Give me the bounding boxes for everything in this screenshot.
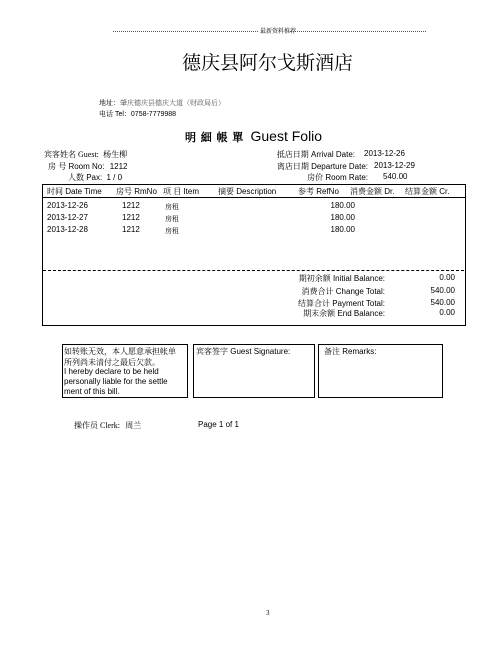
top-dotted-line-right (290, 31, 426, 32)
row-item: 房租 (165, 227, 179, 235)
rate-label: 房价 Room Rate: (307, 173, 368, 182)
totals-divider (43, 270, 464, 271)
change-total: 540.00 (430, 286, 455, 295)
signature-label: 宾客签字 Guest Signature: (196, 347, 291, 356)
arrival-date: 2013-12-26 (364, 149, 405, 158)
declaration-en-3: ment of this bill. (64, 387, 120, 396)
end-balance-label: 期末余额 End Balance: (303, 309, 385, 318)
departure-label: 离店日期 Departure Date: (276, 162, 368, 171)
col-date-header: 时间 Date Time (47, 187, 102, 196)
col-item-header: 项 目 Item (163, 187, 200, 196)
guest-name-row (44, 149, 127, 160)
arrival-label: 抵店日期 Arrival Date: (276, 150, 355, 159)
payment-total-label: 结算合计 Payment Total: (298, 299, 385, 308)
row-dr: 180.00 (330, 213, 355, 222)
pax: 1 / 0 (106, 173, 123, 182)
col-ref-header: 参考 RefNo (298, 187, 339, 196)
change-total-label: 消费合计 Change Total: (301, 287, 385, 296)
initial-balance-label: 期初余额 Initial Balance: (298, 274, 385, 283)
row-room: 1212 (122, 213, 140, 222)
row-dr: 180.00 (330, 225, 355, 234)
guest-name: 杨生柳 (103, 150, 128, 159)
phone-line (99, 109, 176, 119)
room-rate: 540.00 (383, 172, 408, 181)
page-number: 3 (266, 609, 270, 617)
folio-title-cn: 明 細 帳 單 (185, 132, 245, 144)
col-dr-header: 消费金额 Dr. (350, 187, 395, 196)
folio-title-en: Guest Folio (250, 128, 323, 144)
col-desc-header: 摘要 Description (218, 187, 277, 196)
folio-table (42, 184, 466, 326)
initial-balance: 0.00 (439, 273, 455, 282)
phone: 0758-7779988 (130, 111, 177, 118)
clerk-label: 操作员 Clerk: (74, 421, 120, 430)
payment-total: 540.00 (430, 298, 455, 307)
col-room-header: 房号 RmNo (116, 187, 157, 196)
address-label: 地址： (99, 99, 120, 107)
row-room: 1212 (122, 201, 140, 210)
room-row (48, 161, 128, 172)
row-date: 2013-12-26 (47, 201, 88, 210)
address-line (99, 98, 225, 108)
room-label: 房 号 Room No: (48, 162, 105, 171)
clerk-row (74, 420, 141, 431)
row-item: 房租 (165, 203, 179, 211)
top-note: 最新资料推荐 (260, 29, 297, 35)
col-cr-header: 结算金额 Cr. (405, 187, 450, 196)
pax-label: 人数 Pax: (68, 173, 103, 182)
remarks-label: 备注 Remarks: (324, 347, 377, 356)
declaration-cn-2: 所列尚未清付之最后欠款。 (64, 358, 160, 367)
pax-row (68, 172, 122, 183)
clerk-name: 周兰 (125, 421, 142, 430)
declaration-cn-1: 如转账无效，本人愿意承担帐单 (64, 347, 176, 356)
room-no: 1212 (109, 162, 128, 171)
departure-date: 2013-12-29 (374, 161, 415, 170)
row-item: 房租 (165, 215, 179, 223)
declaration-en-2: personally liable for the settle (64, 377, 168, 386)
guest-name-label: 宾客姓名 Guest: (44, 150, 99, 159)
row-date: 2013-12-27 (47, 213, 88, 222)
address: 肇庆德庆县德庆大道（财政局后） (120, 99, 225, 107)
hotel-name: 德庆县阿尔戈斯酒店 (182, 53, 354, 74)
folio-title (185, 128, 322, 145)
row-dr: 180.00 (330, 201, 355, 210)
row-room: 1212 (122, 225, 140, 234)
phone-label: 电话 Tel： (99, 111, 131, 118)
end-balance: 0.00 (439, 308, 455, 317)
page-indicator: Page 1 of 1 (198, 420, 239, 429)
declaration-en-1: I hereby declare to be held (64, 367, 159, 376)
row-date: 2013-12-28 (47, 225, 88, 234)
header-divider (42, 197, 465, 198)
top-dotted-line-left (113, 31, 258, 32)
